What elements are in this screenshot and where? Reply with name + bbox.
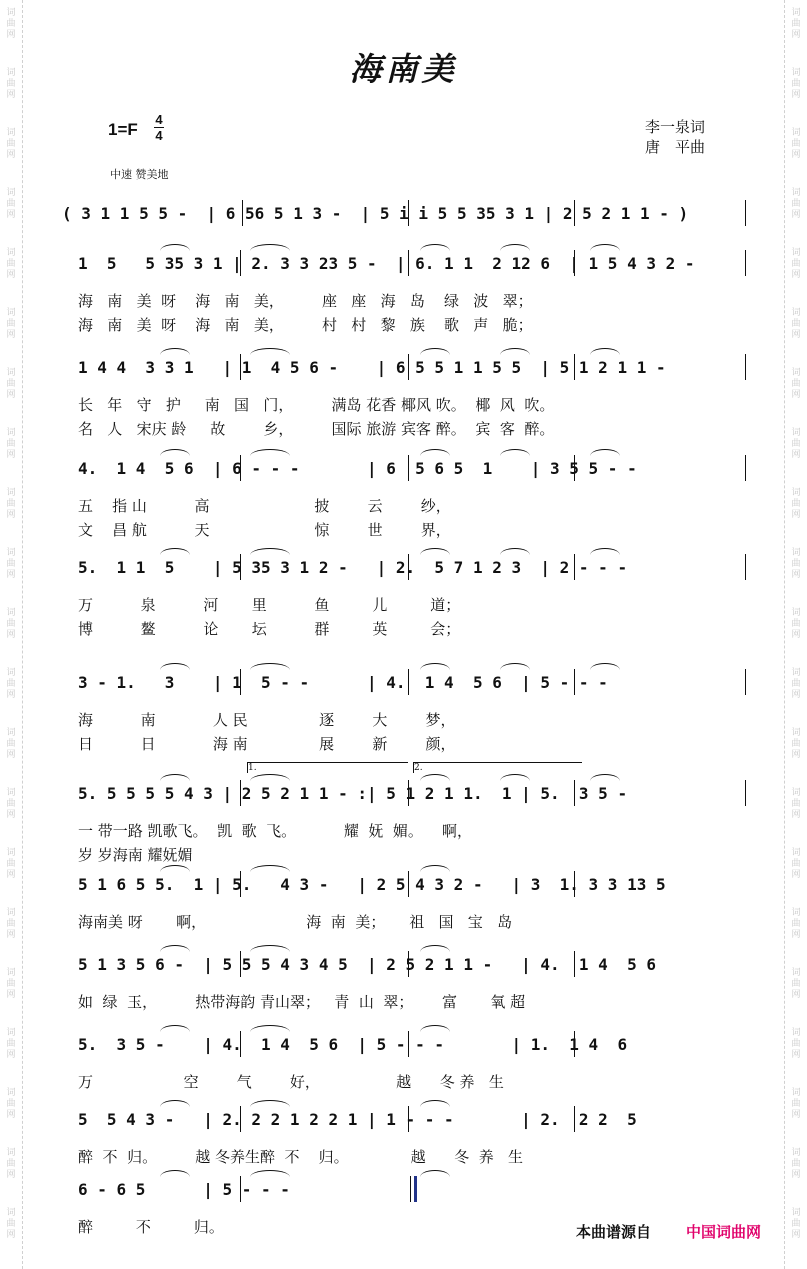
- watermark-text: 词 曲 网: [6, 848, 16, 880]
- slur-mark: [590, 548, 620, 555]
- watermark-text: 词 曲 网: [6, 1148, 16, 1180]
- slur-mark: [590, 663, 620, 670]
- slur-mark: [420, 548, 450, 555]
- slur-mark: [160, 1025, 190, 1032]
- slur-mark: [420, 449, 450, 456]
- lyric-line: 万 空 气 好， 越 冬 养 生: [78, 1073, 504, 1091]
- watermark-text: 词 曲 网: [6, 488, 16, 520]
- bar-line: [240, 951, 241, 977]
- slur-mark: [250, 449, 290, 456]
- notation-line: 5 1 3 5 6 - | 5 5 5 4 3 4 5 | 2 5 2 1 1 - | 4. 1 4 5 6: [78, 955, 656, 974]
- lyric-line: 文 昌 航 天 惊 世 界，: [78, 521, 451, 539]
- lyric-line: 岁 岁海南 耀妩媚: [78, 846, 193, 864]
- slur-mark: [160, 945, 190, 952]
- watermark-text: 词 曲 网: [6, 728, 16, 760]
- notation-line: 6 - 6 5 | 5 - - -: [78, 1180, 290, 1199]
- watermark-text: 词 曲 网: [791, 728, 801, 760]
- slur-mark: [420, 244, 450, 251]
- bar-line: [745, 200, 746, 226]
- slur-mark: [250, 348, 290, 355]
- bar-line: [240, 250, 241, 276]
- notation-line: 5. 5 5 5 5 4 3 | 2 5 2 1 1 - :| 5 1 2 1 1. 1 | 5. 3 5 -: [78, 784, 628, 803]
- lyric-line: 博 鳌 论 坛 群 英 会；: [78, 620, 461, 638]
- bar-line: [408, 554, 409, 580]
- slur-mark: [590, 449, 620, 456]
- slur-mark: [250, 865, 290, 872]
- bar-line: [574, 1106, 575, 1132]
- bar-line: [574, 669, 575, 695]
- watermark-text: 词 曲 网: [6, 248, 16, 280]
- meter-bottom: 4: [155, 128, 163, 143]
- slur-mark: [160, 865, 190, 872]
- watermark-text: 词 曲 网: [6, 428, 16, 460]
- slur-mark: [420, 865, 450, 872]
- watermark-text: 词 曲 网: [791, 1028, 801, 1060]
- footer-source-label: 本曲谱源自: [576, 1223, 652, 1241]
- lyric-line: 海 南 美 呀 海 南 美， 村 村 黎 族 歌 声 脆；: [78, 316, 533, 334]
- slur-mark: [590, 348, 620, 355]
- key-signature: 1=F: [108, 120, 138, 139]
- bar-line: [240, 1176, 241, 1202]
- bar-line: [574, 250, 575, 276]
- slur-mark: [500, 774, 530, 781]
- notation-line: 5. 1 1 5 | 5 35 3 1 2 - | 2. 5 7 1 2 3 | 2 - - -: [78, 558, 628, 577]
- lyric-line: 长 年 守 护 南 国 门， 满岛 花香 椰风 吹。 椰 风 吹。: [78, 396, 555, 414]
- slur-mark: [160, 348, 190, 355]
- slur-mark: [500, 244, 530, 251]
- watermark-text: 词 曲 网: [791, 308, 801, 340]
- bar-line: [408, 780, 409, 806]
- watermark-text: 词 曲 网: [6, 8, 16, 40]
- watermark-text: 词 曲 网: [6, 788, 16, 820]
- slur-mark: [250, 244, 290, 251]
- slur-mark: [500, 548, 530, 555]
- watermark-text: 词 曲 网: [6, 608, 16, 640]
- notation-line: 3 - 1. 3 | 1 5 - - | 4. 1 4 5 6 | 5 - - -: [78, 673, 608, 692]
- slur-mark: [420, 774, 450, 781]
- lyric-line: 名 人 宋庆 龄 故 乡， 国际 旅游 宾客 醉。 宾 客 醉。: [78, 420, 555, 438]
- watermark-text: 词 曲 网: [6, 188, 16, 220]
- watermark-text: 词 曲 网: [791, 1208, 801, 1240]
- bar-line: [745, 780, 746, 806]
- bar-line: [408, 1031, 409, 1057]
- bar-line: [408, 200, 409, 226]
- left-watermark-strip: [0, 0, 23, 1269]
- watermark-text: 词 曲 网: [791, 548, 801, 580]
- watermark-text: 词 曲 网: [791, 608, 801, 640]
- slur-mark: [160, 1170, 190, 1177]
- bar-line: [240, 354, 241, 380]
- bar-line: [240, 669, 241, 695]
- lyric-line: 海 南 人 民 逐 大 梦，: [78, 711, 456, 729]
- lyricist-credit: 李一泉词: [645, 118, 706, 136]
- watermark-text: 词 曲 网: [791, 428, 801, 460]
- bar-line: [408, 455, 409, 481]
- watermark-text: 词 曲 网: [6, 548, 16, 580]
- bar-line: [574, 200, 575, 226]
- slur-mark: [250, 1100, 290, 1107]
- slur-mark: [250, 1170, 290, 1177]
- bar-line: [410, 1176, 411, 1202]
- lyric-line: 醉 不 归。 越 冬养生醉 不 归。 越 冬 养 生: [78, 1148, 524, 1166]
- watermark-text: 词 曲 网: [791, 128, 801, 160]
- composer-credit: 唐 平曲: [645, 138, 706, 156]
- second-ending-bracket: 2.: [413, 762, 582, 773]
- notation-line: 5. 3 5 - | 4. 1 4 5 6 | 5 - - - | 1. 1 4 6: [78, 1035, 628, 1054]
- watermark-text: 词 曲 网: [6, 308, 16, 340]
- watermark-text: 词 曲 网: [6, 668, 16, 700]
- bar-line: [574, 455, 575, 481]
- watermark-text: 词 曲 网: [6, 128, 16, 160]
- watermark-text: 词 曲 网: [791, 1088, 801, 1120]
- watermark-text: 词 曲 网: [791, 1148, 801, 1180]
- bar-line: [240, 1031, 241, 1057]
- slur-mark: [500, 449, 530, 456]
- notation-line: 1 5 5 35 3 1 | 2. 3 3 23 5 - | 6. 1 1 2 12 6 | 1 5 4 3 2 -: [78, 254, 695, 273]
- bar-line: [574, 1031, 575, 1057]
- slur-mark: [160, 663, 190, 670]
- notation-line: 1 4 4 3 3 1 | 1 4 5 6 - | 6 5 5 1 1 5 5 | 5 1 2 1 1 -: [78, 358, 666, 377]
- bar-line: [574, 780, 575, 806]
- bar-line: [574, 554, 575, 580]
- watermark-text: 词 曲 网: [6, 968, 16, 1000]
- bar-line: [408, 871, 409, 897]
- watermark-text: 词 曲 网: [791, 248, 801, 280]
- slur-mark: [420, 1100, 450, 1107]
- slur-mark: [250, 945, 290, 952]
- slur-mark: [500, 348, 530, 355]
- watermark-text: 词 曲 网: [6, 1028, 16, 1060]
- slur-mark: [160, 548, 190, 555]
- lyric-line: 醉 不 归。: [78, 1218, 224, 1236]
- first-ending-bracket: 1.: [247, 762, 408, 773]
- slur-mark: [420, 945, 450, 952]
- slur-mark: [420, 1170, 450, 1177]
- meter-top: 4: [155, 112, 163, 127]
- slur-mark: [420, 1025, 450, 1032]
- watermark-text: 词 曲 网: [791, 788, 801, 820]
- lyric-line: 万 泉 河 里 鱼 儿 道；: [78, 596, 461, 614]
- slur-mark: [420, 348, 450, 355]
- lyric-line: 一 带一路 凯歌飞。 凯 歌 飞。 耀 妩 媚。 啊，: [78, 822, 472, 840]
- watermark-text: 词 曲 网: [791, 68, 801, 100]
- lyric-line: 海南美 呀 啊， 海 南 美； 祖 国 宝 岛: [78, 913, 513, 931]
- slur-mark: [250, 663, 290, 670]
- bar-line: [745, 669, 746, 695]
- slur-mark: [160, 1100, 190, 1107]
- right-watermark-strip: [784, 0, 807, 1269]
- notation-line: 4. 1 4 5 6 | 6 - - - | 6 5 6 5 1 | 3 5 5 - -: [78, 459, 637, 478]
- watermark-text: 词 曲 网: [791, 668, 801, 700]
- tempo-marking: 中速 赞美地: [110, 168, 169, 181]
- bar-line: [408, 669, 409, 695]
- lyric-line: 如 绿 玉， 热带海韵 青山翠； 青 山 翠； 富 氧 超: [78, 993, 526, 1011]
- watermark-text: 词 曲 网: [6, 1088, 16, 1120]
- slur-mark: [250, 548, 290, 555]
- watermark-text: 词 曲 网: [791, 8, 801, 40]
- bar-line: [574, 951, 575, 977]
- watermark-text: 词 曲 网: [6, 68, 16, 100]
- slur-mark: [500, 663, 530, 670]
- watermark-text: 词 曲 网: [791, 848, 801, 880]
- slur-mark: [590, 244, 620, 251]
- slur-mark: [160, 244, 190, 251]
- bar-line: [408, 951, 409, 977]
- watermark-text: 词 曲 网: [791, 188, 801, 220]
- bar-line: [240, 871, 241, 897]
- bar-line: [240, 780, 241, 806]
- notation-line: 5 5 4 3 - | 2. 2 2 1 2 2 1 | 1 - - - | 2. 2 2 5: [78, 1110, 637, 1129]
- time-signature: [154, 112, 164, 143]
- watermark-text: 词 曲 网: [791, 488, 801, 520]
- slur-mark: [160, 449, 190, 456]
- bar-line: [745, 250, 746, 276]
- footer-site-name: 中国词曲网: [686, 1223, 762, 1241]
- bar-line: [240, 455, 241, 481]
- bar-line: [574, 354, 575, 380]
- lyric-line: 日 日 海 南 展 新 颜，: [78, 735, 456, 753]
- bar-line: [745, 554, 746, 580]
- watermark-text: 词 曲 网: [6, 368, 16, 400]
- bar-line: [408, 354, 409, 380]
- bar-line: [745, 455, 746, 481]
- notation-line: 5 1 6 5 5. 1 | 5. 4 3 - | 2 5 4 3 2 - | 3 1. 3 3 13 5: [78, 875, 666, 894]
- watermark-text: 词 曲 网: [791, 968, 801, 1000]
- bar-line: [574, 871, 575, 897]
- bar-line: [408, 1106, 409, 1132]
- bar-line: [240, 1106, 241, 1132]
- slur-mark: [590, 774, 620, 781]
- watermark-text: 词 曲 网: [791, 908, 801, 940]
- bar-line: [408, 250, 409, 276]
- slur-mark: [250, 1025, 290, 1032]
- slur-mark: [160, 774, 190, 781]
- watermark-text: 词 曲 网: [6, 908, 16, 940]
- lyric-line: 五 指 山 高 披 云 纱，: [78, 497, 451, 515]
- lyric-line: 海 南 美 呀 海 南 美， 座 座 海 岛 绿 波 翠；: [78, 292, 533, 310]
- watermark-text: 词 曲 网: [6, 1208, 16, 1240]
- song-title: 海南美: [349, 50, 458, 88]
- slur-mark: [250, 774, 290, 781]
- bar-line: [240, 554, 241, 580]
- bar-line: [745, 354, 746, 380]
- notation-line: ( 3 1 1 5 5 - | 6 56 5 1 3 - | 5 i i 5 5 35 3 1 | 2 5 2 1 1 - ): [62, 204, 689, 223]
- slur-mark: [420, 663, 450, 670]
- bar-line: [242, 200, 243, 226]
- watermark-text: 词 曲 网: [791, 368, 801, 400]
